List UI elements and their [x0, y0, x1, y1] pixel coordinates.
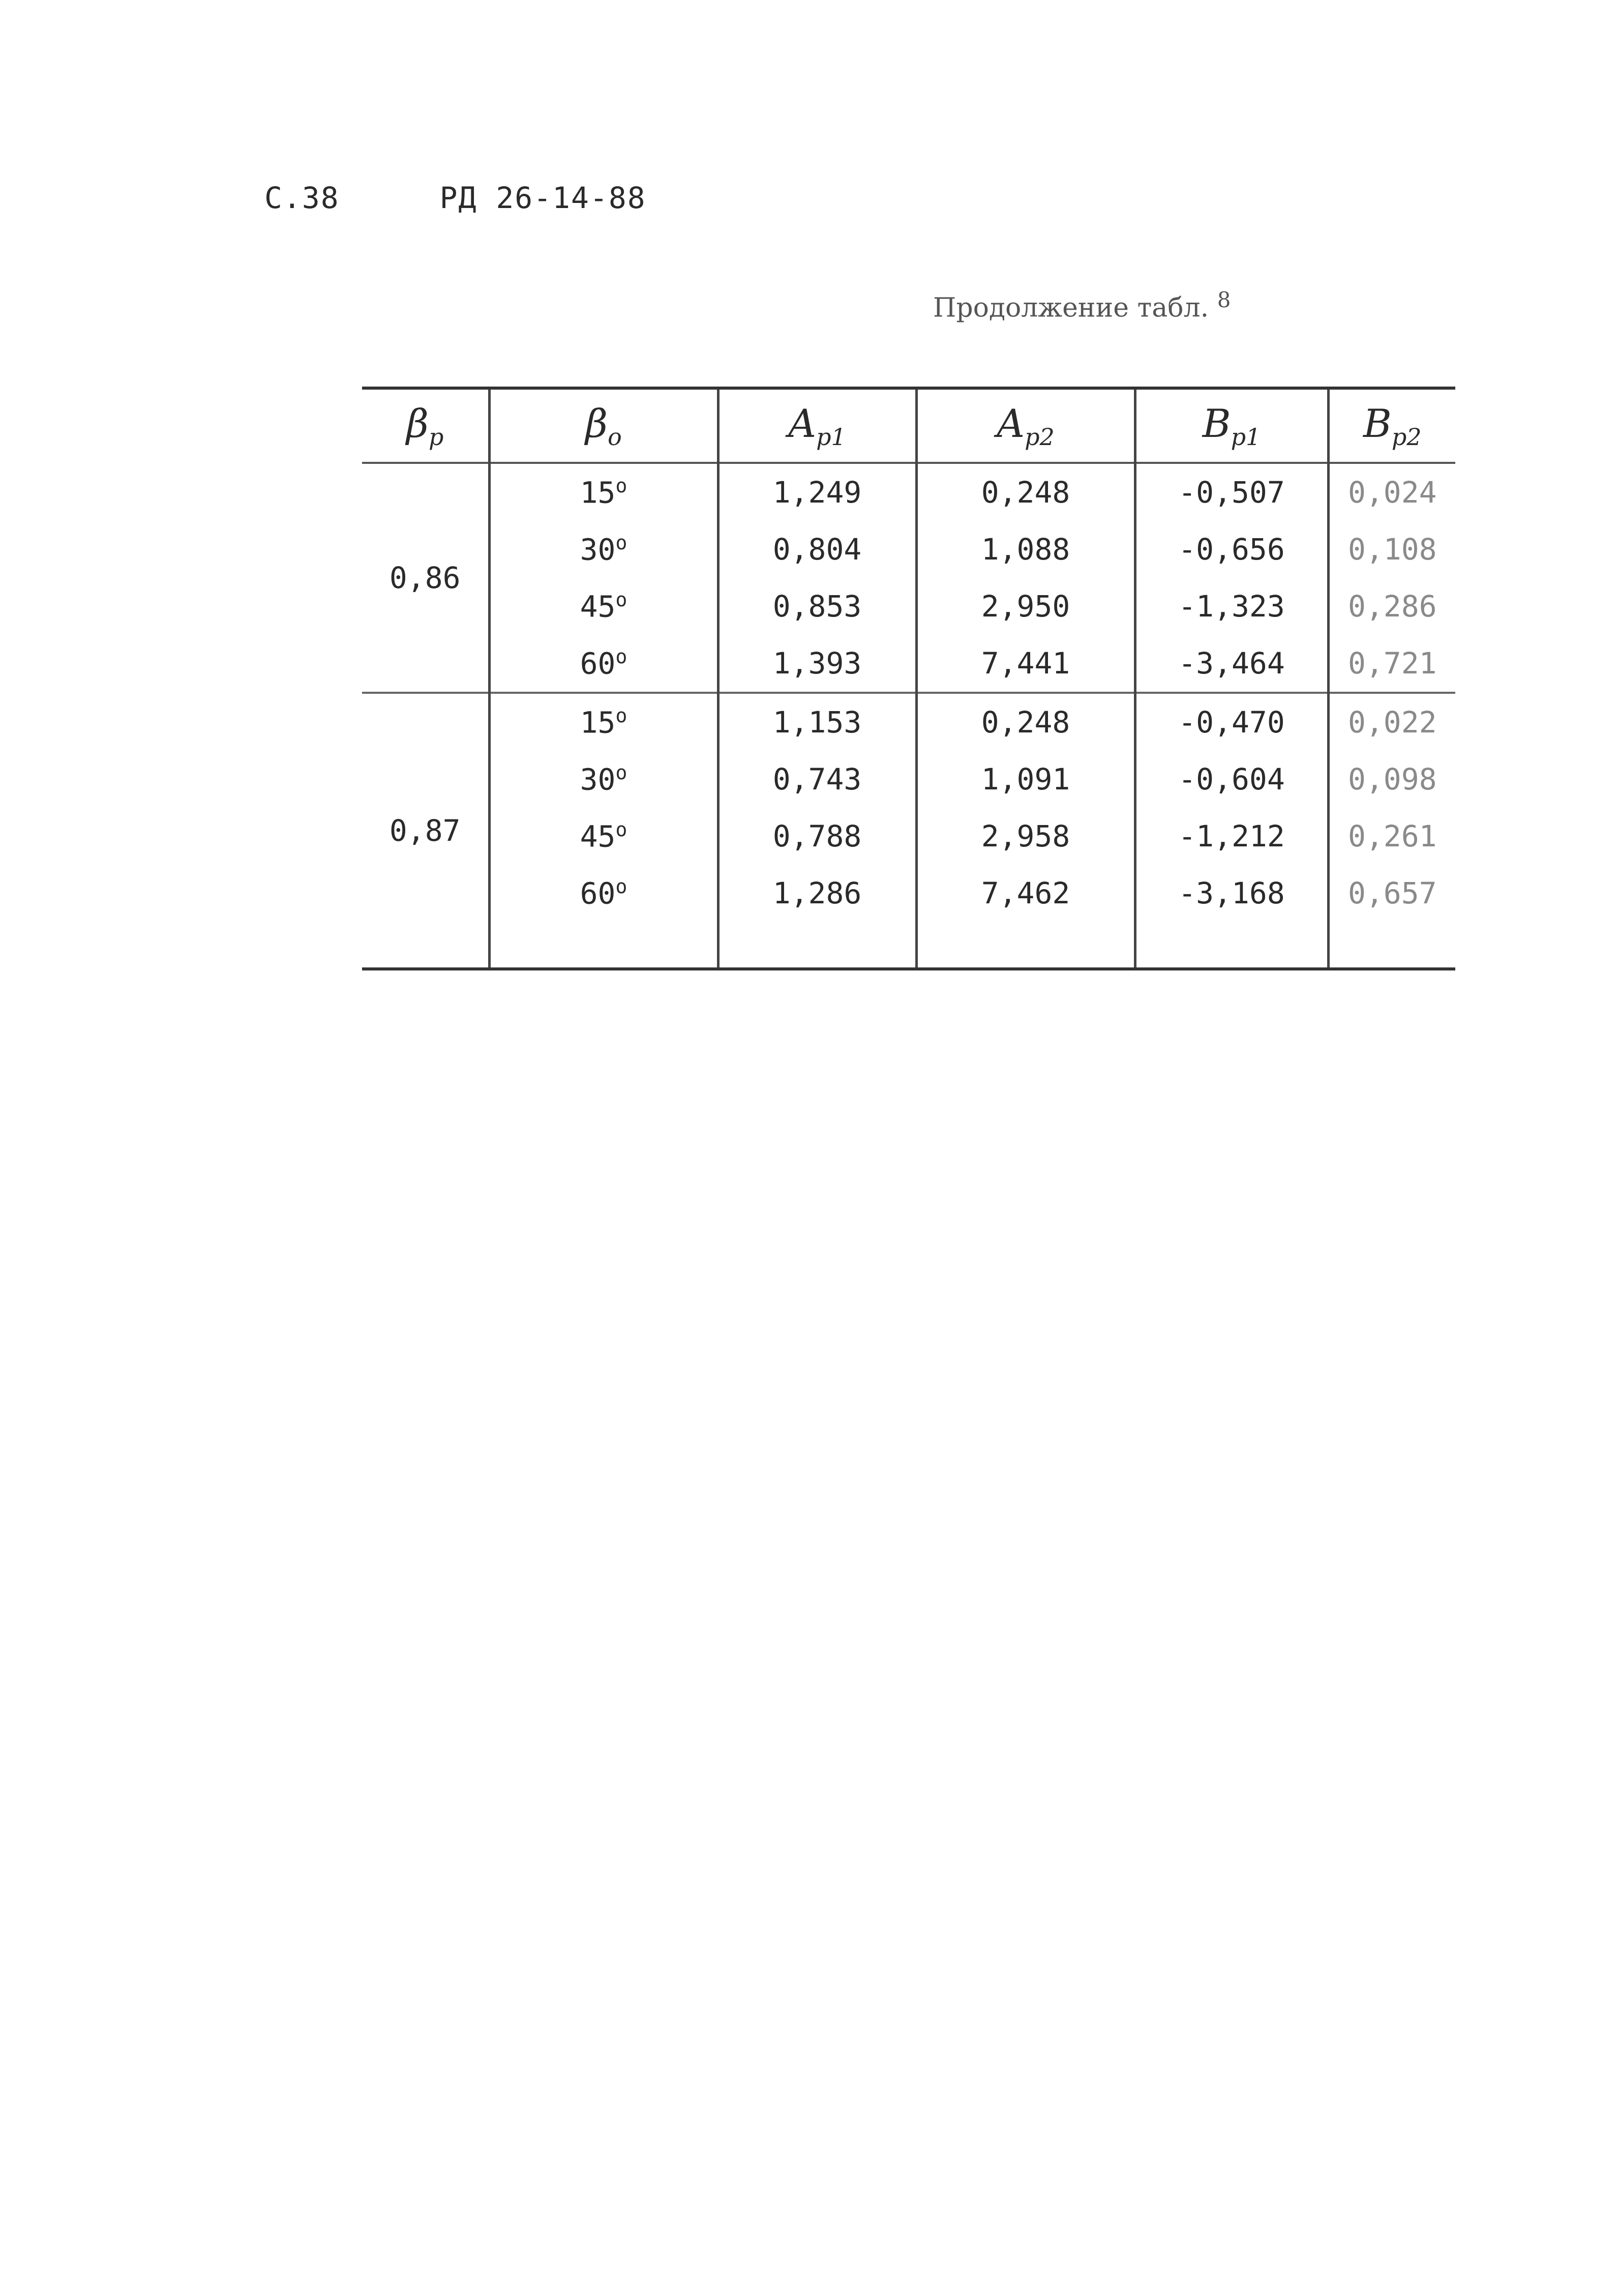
b-p2-cell: 0,261: [1328, 808, 1455, 865]
b-p1-cell: -0,507: [1135, 463, 1328, 521]
beta-o-cell: 60$^o$: [489, 635, 718, 693]
table-caption: [933, 287, 1231, 323]
a-p2-cell: 0,248: [916, 693, 1135, 751]
header-a-p1: $A_{р1}$: [718, 388, 916, 463]
a-p1-cell: 1,249: [718, 463, 916, 521]
a-p1-cell: 0,853: [718, 578, 916, 635]
table-caption-number: 8: [1217, 287, 1231, 312]
b-p2-cell: 0,098: [1328, 751, 1455, 808]
b-p1-cell: -3,464: [1135, 635, 1328, 693]
header-beta-o: $\beta_о$: [489, 388, 718, 463]
table-spacer-row: [362, 922, 1455, 969]
table-header-row: [362, 388, 1455, 463]
table-row: [362, 751, 1455, 808]
table-row: [362, 521, 1455, 578]
table-row: [362, 693, 1455, 751]
beta-o-cell: 45$^o$: [489, 578, 718, 635]
header-b-p2: $B_{р2}$: [1328, 388, 1455, 463]
b-p1-cell: -1,212: [1135, 808, 1328, 865]
table-row: [362, 635, 1455, 693]
header-b-p1: $B_{р1}$: [1135, 388, 1328, 463]
a-p1-cell: 1,153: [718, 693, 916, 751]
beta-o-cell: 30$^o$: [489, 751, 718, 808]
b-p1-cell: -0,470: [1135, 693, 1328, 751]
coefficients-table: [362, 387, 1455, 970]
page-number: C.38: [264, 181, 340, 215]
a-p1-cell: 0,743: [718, 751, 916, 808]
beta-o-cell: 15$^o$: [489, 693, 718, 751]
a-p1-cell: 1,286: [718, 865, 916, 922]
beta-o-cell: 60$^o$: [489, 865, 718, 922]
b-p2-cell: 0,721: [1328, 635, 1455, 693]
beta-o-cell: 30$^o$: [489, 521, 718, 578]
beta-p-value: 0,87: [362, 693, 489, 969]
table-caption-text: Продолжение табл.: [933, 292, 1209, 323]
page-header: [264, 181, 646, 215]
document-code: РД 26-14-88: [439, 181, 646, 215]
header-beta-p: $\beta_р$: [362, 388, 489, 463]
a-p2-cell: 1,091: [916, 751, 1135, 808]
b-p1-cell: -0,656: [1135, 521, 1328, 578]
b-p1-cell: -3,168: [1135, 865, 1328, 922]
table-row: [362, 463, 1455, 521]
a-p2-cell: 2,950: [916, 578, 1135, 635]
table-row: [362, 808, 1455, 865]
a-p1-cell: 0,804: [718, 521, 916, 578]
b-p2-cell: 0,024: [1328, 463, 1455, 521]
b-p2-cell: 0,286: [1328, 578, 1455, 635]
beta-p-value: 0,86: [362, 463, 489, 693]
b-p2-cell: 0,108: [1328, 521, 1455, 578]
a-p2-cell: 0,248: [916, 463, 1135, 521]
a-p2-cell: 7,441: [916, 635, 1135, 693]
a-p1-cell: 0,788: [718, 808, 916, 865]
b-p2-cell: 0,657: [1328, 865, 1455, 922]
b-p1-cell: -1,323: [1135, 578, 1328, 635]
a-p2-cell: 2,958: [916, 808, 1135, 865]
header-a-p2: $A_{р2}$: [916, 388, 1135, 463]
table-row: [362, 865, 1455, 922]
beta-o-cell: 15$^o$: [489, 463, 718, 521]
b-p1-cell: -0,604: [1135, 751, 1328, 808]
b-p2-cell: 0,022: [1328, 693, 1455, 751]
table-row: [362, 578, 1455, 635]
beta-o-cell: 45$^o$: [489, 808, 718, 865]
a-p2-cell: 7,462: [916, 865, 1135, 922]
a-p1-cell: 1,393: [718, 635, 916, 693]
a-p2-cell: 1,088: [916, 521, 1135, 578]
